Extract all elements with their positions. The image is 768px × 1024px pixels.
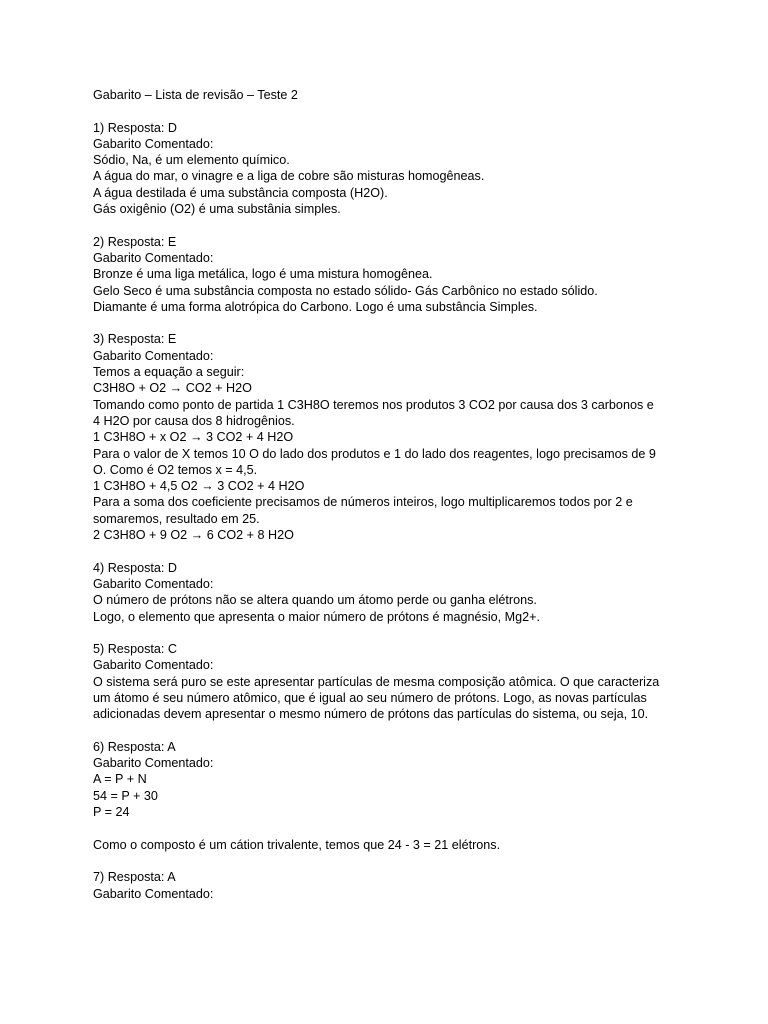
commentary-line: Como o composto é um cátion trivalente, temos que 24 - 3 = 21 elétrons. bbox=[93, 837, 501, 852]
commentary-heading: Gabarito Comentado: bbox=[93, 886, 214, 901]
commentary-line bbox=[93, 820, 733, 836]
section-spacer bbox=[93, 315, 733, 331]
commentary-line: Gás oxigênio (O2) é uma substânia simples. bbox=[93, 202, 341, 217]
answer-section bbox=[93, 739, 733, 853]
commentary-line: 4 H2O por causa dos 8 hidrogênios. bbox=[93, 413, 295, 428]
commentary-line: 54 = P + 30 bbox=[93, 788, 158, 803]
commentary-line: Temos a equação a seguir: bbox=[93, 365, 245, 380]
commentary-line: P = 24 bbox=[93, 805, 130, 820]
answer-heading: 4) Resposta: D bbox=[93, 560, 177, 575]
answer-section bbox=[93, 331, 733, 543]
commentary-heading: Gabarito Comentado: bbox=[93, 250, 214, 265]
answer-section bbox=[93, 120, 733, 218]
commentary-line: 2 C3H8O + 9 O2 → 6 CO2 + 8 H2O bbox=[93, 528, 294, 543]
commentary-line: O sistema será puro se este apresentar partículas de mesma composição atômica. O que caracteriza bbox=[93, 674, 660, 689]
answer-heading: 2) Resposta: E bbox=[93, 234, 177, 249]
answer-section bbox=[93, 641, 733, 722]
answer-section bbox=[93, 234, 733, 315]
commentary-line: somaremos, resultado em 25. bbox=[93, 511, 260, 526]
document-title: Gabarito – Lista de revisão – Teste 2 bbox=[93, 88, 298, 102]
answer-heading: 3) Resposta: E bbox=[93, 332, 177, 347]
commentary-line: Sódio, Na, é um elemento químico. bbox=[93, 153, 290, 168]
commentary-line: O. Como é O2 temos x = 4,5. bbox=[93, 462, 258, 477]
commentary-line: Para o valor de X temos 10 O do lado dos produtos e 1 do lado dos reagentes, logo precisamos de 9 bbox=[93, 446, 656, 461]
commentary-line: Logo, o elemento que apresenta o maior número de prótons é magnésio, Mg2+. bbox=[93, 609, 541, 624]
answer-section bbox=[93, 560, 733, 625]
answer-heading: 5) Resposta: C bbox=[93, 642, 177, 657]
commentary-line: adicionadas devem apresentar o mesmo número de prótons das partículas do sistema, ou seja, 10. bbox=[93, 707, 649, 722]
commentary-heading: Gabarito Comentado: bbox=[93, 658, 214, 673]
commentary-line: Diamante é uma forma alotrópica do Carbono. Logo é uma substância Simples. bbox=[93, 299, 538, 314]
commentary-line: A água destilada é uma substância composta (H2O). bbox=[93, 185, 388, 200]
commentary-heading: Gabarito Comentado: bbox=[93, 136, 214, 151]
commentary-line: Tomando como ponto de partida 1 C3H8O teremos nos produtos 3 CO2 por causa dos 3 carbonos e bbox=[93, 397, 654, 412]
commentary-line: Para a soma dos coeficiente precisamos de números inteiros, logo multiplicaremos todos por 2 e bbox=[93, 495, 633, 510]
section-spacer bbox=[93, 853, 733, 869]
commentary-line: A = P + N bbox=[93, 772, 147, 787]
section-spacer bbox=[93, 543, 733, 559]
answer-heading: 6) Resposta: A bbox=[93, 739, 176, 754]
commentary-line: 1 C3H8O + x O2 → 3 CO2 + 4 H2O bbox=[93, 430, 294, 445]
commentary-line: C3H8O + O2 → CO2 + H2O bbox=[93, 381, 252, 396]
commentary-heading: Gabarito Comentado: bbox=[93, 756, 214, 771]
answer-heading: 1) Resposta: D bbox=[93, 120, 177, 135]
commentary-line: A água do mar, o vinagre e a liga de cobre são misturas homogêneas. bbox=[93, 169, 485, 184]
answer-heading: 7) Resposta: A bbox=[93, 870, 176, 885]
document-page bbox=[93, 87, 733, 902]
commentary-line: Bronze é uma liga metálica, logo é uma mistura homogênea. bbox=[93, 267, 433, 282]
commentary-heading: Gabarito Comentado: bbox=[93, 576, 214, 591]
commentary-line: um átomo é seu número atômico, que é igual ao seu número de prótons. Logo, as novas partículas bbox=[93, 690, 647, 705]
answer-section bbox=[93, 869, 733, 902]
section-spacer bbox=[93, 103, 733, 119]
commentary-heading: Gabarito Comentado: bbox=[93, 348, 214, 363]
commentary-line: Gelo Seco é uma substância composta no estado sólido- Gás Carbônico no estado sólido. bbox=[93, 283, 598, 298]
section-spacer bbox=[93, 625, 733, 641]
commentary-line: O número de prótons não se altera quando um átomo perde ou ganha elétrons. bbox=[93, 593, 537, 608]
section-spacer bbox=[93, 217, 733, 233]
answer-sections bbox=[93, 103, 733, 902]
section-spacer bbox=[93, 723, 733, 739]
commentary-line: 1 C3H8O + 4,5 O2 → 3 CO2 + 4 H2O bbox=[93, 479, 305, 494]
